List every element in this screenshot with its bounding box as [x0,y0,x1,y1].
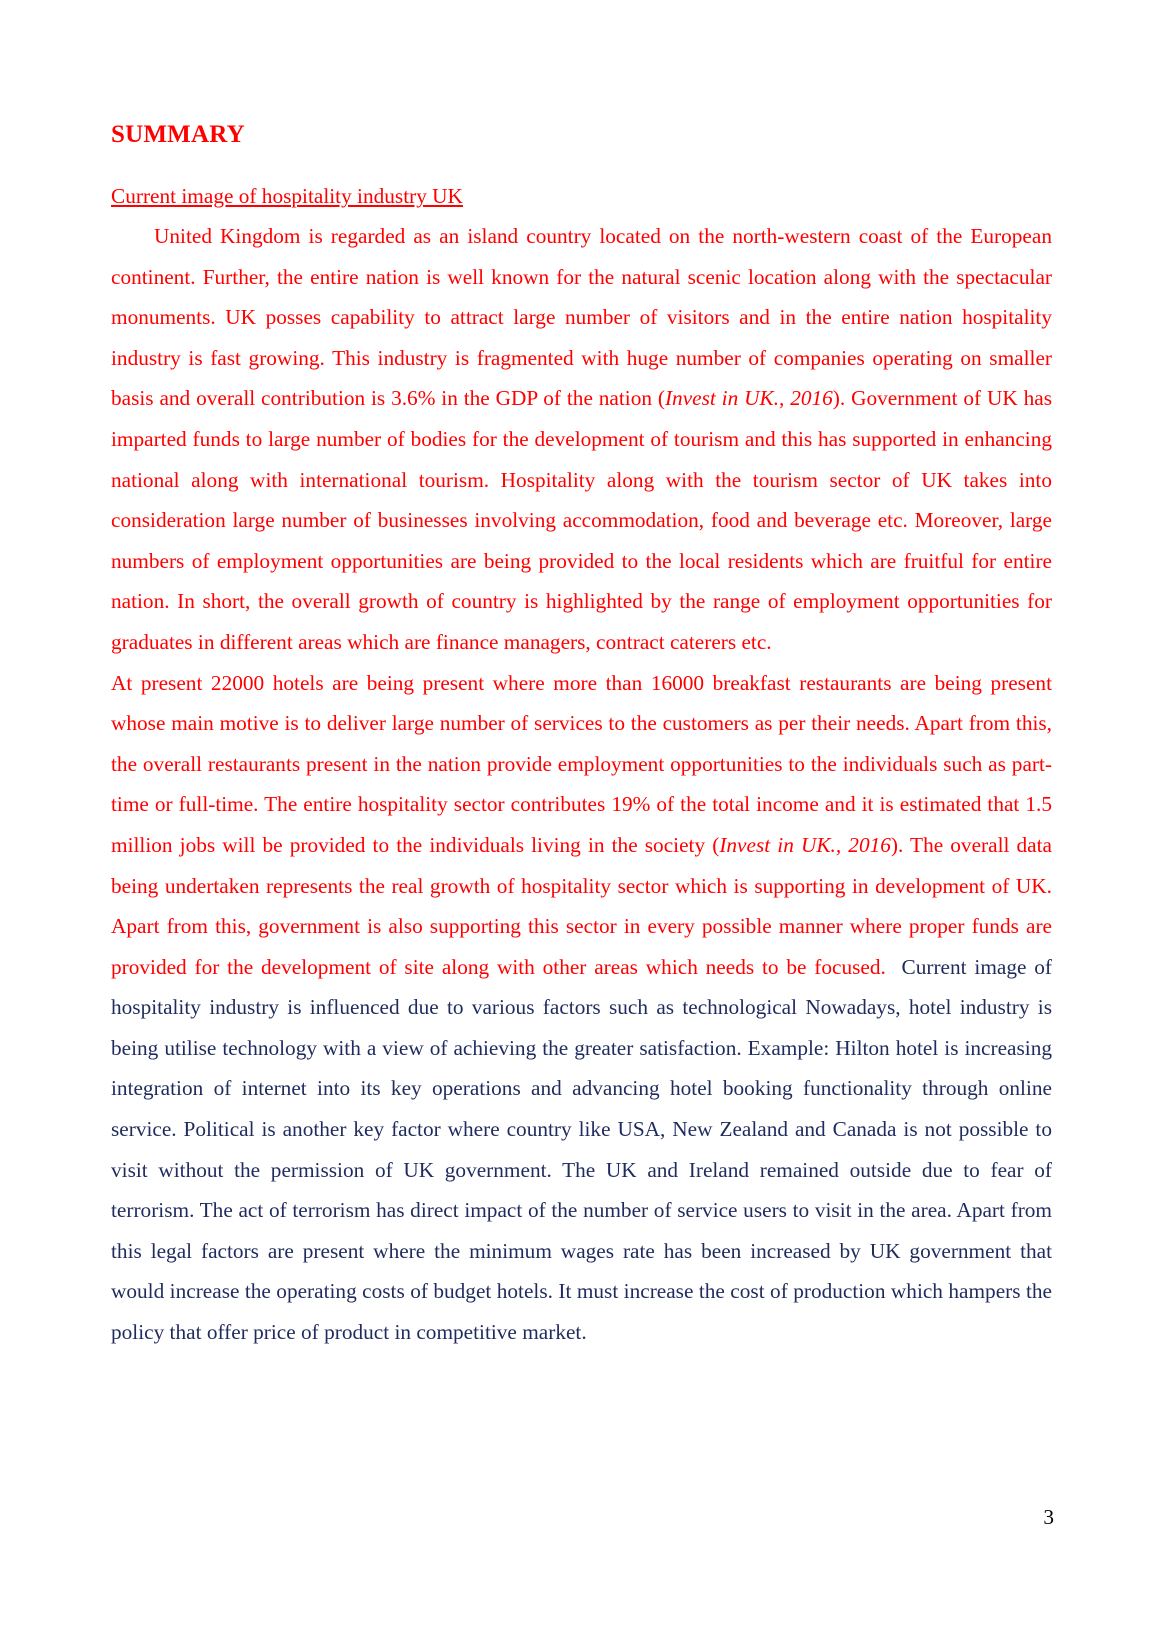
citation: Invest in UK., 2016 [719,832,891,857]
paragraph-2-text-b: ). The overall data being undertaken represents the real growth of hospitality sector which is supporting in development of UK. Apart from this, government is also supporting this sector in every possible manner where proper funds are provided for the development of site along with other areas which needs to be focused. [111,832,1052,979]
paragraph-1 [111,216,1052,663]
paragraph-1-text-b: ). Government of UK has imparted funds to large number of bodies for the development of tourism and this has supported in enhancing national along with international tourism. Hospitality along with the tourism sector of UK takes into consideration large number of businesses involving accommodation, food and beverage etc. Moreover, large numbers of employment opportunities are being provided to the local residents which are fruitful for entire nation. In short, the overall growth of country is highlighted by the range of employment opportunities for graduates in different areas which are finance managers, contract caterers etc. [111,386,1053,654]
body-text [111,216,1052,1353]
paragraph-2 [111,663,1052,1353]
paragraph-1-text-a: United Kingdom is regarded as an island country located on the north-western coast of the European continent. Further, the entire nation is well known for the natural scenic location along with the spectacular monuments. UK posses capability to attract large number of visitors and in the entire nation hospitality industry is fast growing. This industry is fragmented with huge number of companies operating on smaller basis and overall contribution is 3.6% in the GDP of the nation ( [111,224,1052,411]
subsection-heading: Current image of hospitality industry UK [111,184,463,208]
page-number: 3 [1043,1505,1054,1529]
citation: Invest in UK., 2016 [664,386,833,411]
paragraph-2-text-a: At present 22000 hotels are being present where more than 16000 breakfast restaurants are being present whose main motive is to deliver large number of services to the customers as per their needs. Apart from this, the overall restaurants present in the nation provide employment opportunities to the individuals such as part-time or full-time. The entire hospitality sector contributes 19% of the total income and it is estimated that 1.5 million jobs will be provided to the individuals living in the society ( [111,670,1052,857]
section-heading: SUMMARY [111,121,245,148]
paragraph-2-text-c: Current image of hospitality industry is influenced due to various factors such as technological Nowadays, hotel industry is being utilise technology with a view of achieving the greater satisfaction. Example: Hilton hotel is increasing integration of internet into its key operations and advancing hotel booking functionality through online service. Political is another key factor where country like USA, New Zealand and Canada is not possible to visit without the permission of UK government. The UK and Ireland remained outside due to fear of terrorism. The act of terrorism has direct impact of the number of service users to visit in the area. Apart from this legal factors are present where the minimum wages rate has been increased by UK government that would increase the operating costs of budget hotels. It must increase the cost of production which hampers the policy that offer price of product in competitive market. [111,954,1052,1345]
